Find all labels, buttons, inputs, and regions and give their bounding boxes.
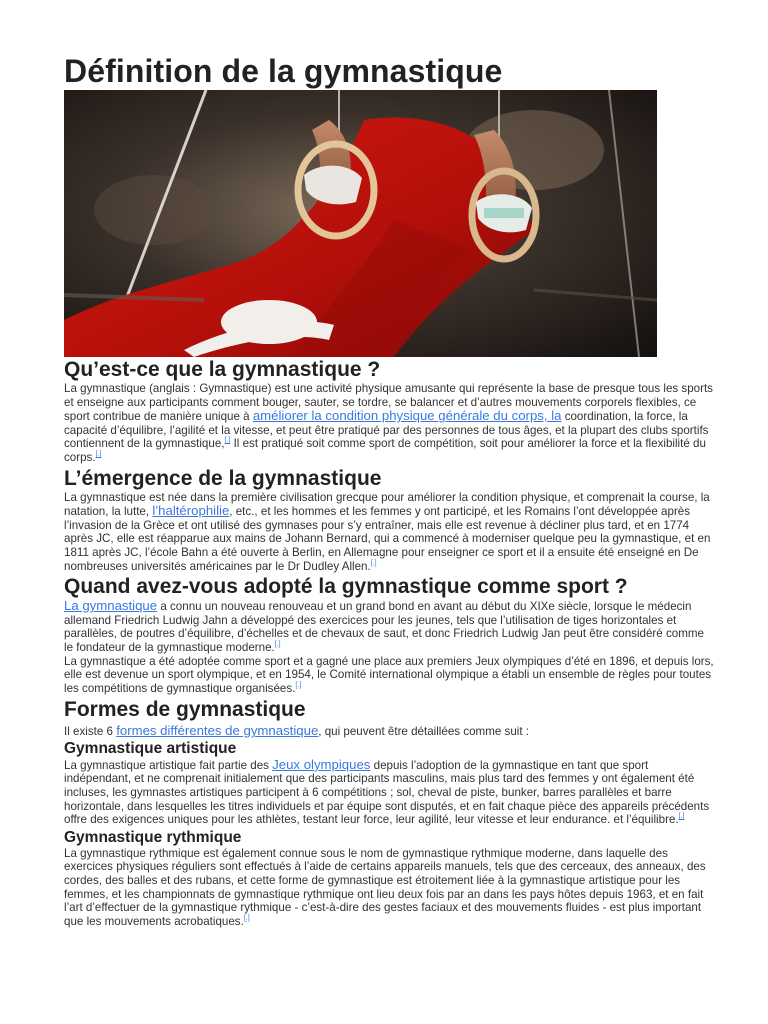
paragraph-emergence: La gymnastique est née dans la première civilisation grecque pour améliorer la condition physique, et comprenait la course, la natation, la lutte, l’haltérophilie, etc., et les hommes et les femmes y ont participé, et les Romains l’ont développée après l’invasion de la Grèce et ont utilisé des gymnases pour s’y entraîner, mais elle est revenue à décliner plus tard, et en 1774 après JC, elle est réapparue aux mains de Johann Bernard, qui a commencé à moderniser quelque peu la gymnastique, et en 1811 après JC, l’école Bahn a été ouverte à Berlin, en Allemagne pour enseigner ce sport et il a ensuite été enseigné en De nombreuses universités américaines par le Dr Dudley Allen.[.]: [64, 490, 711, 573]
heading-emergence: L’émergence de la gymnastique: [64, 466, 382, 490]
citation-link[interactable]: [.]: [243, 914, 250, 922]
citation-link[interactable]: [.]: [295, 681, 302, 689]
citation-link[interactable]: [.]: [274, 640, 281, 648]
citation-link[interactable]: [.]: [95, 450, 102, 458]
paragraph-rhythmic: La gymnastique rythmique est également connue sous le nom de gymnastique rythmique moderne, dans laquelle des exercices physiques réguliers sont effectués à l’aide de certains appareils manuels, tels que des cerceaux, des anneaux, des cordes, des balles et des rubans, et cette forme de gymnastique est étroitement liée à la gymnastique artistique pour les femmes, et les championnats de gymnastique rythmique ont lieu deux fois par an dans les pays hôtes depuis 1963, et en fait l’art d’effectuer de la gymnastique rythmique - c’est-à-dire des gestes faciaux et des mouvements fluides - est plus important que les mouvements acrobatiques.[.]: [64, 846, 706, 928]
link-physical-condition[interactable]: améliorer la condition physique générale du corps, la: [252, 408, 562, 424]
page-title: Définition de la gymnastique: [64, 53, 503, 89]
paragraph-artistic: La gymnastique artistique fait partie des Jeux olympiques depuis l’adoption de la gymnastique en tant que sport indépendant, et ne comprenait initialement que des participants masculins, mais plus tard des femmes y ont également été incluses, les gymnastes artistiques participent à 6 compétitions ; sol, cheval de piste, bunker, barres parallèles et barre horizontale, dans lesquelles les titres individuels et par équipe sont disputés, et en fait chaque pièce des appareils précédents offre des exigences uniques pour les athlètes, testant leur force, leur agilité, leur vitesse et leur endurance. et l’équilibre.[.]: [64, 756, 710, 827]
paragraph-adopted-as-sport-2: La gymnastique a été adoptée comme sport et a gagné une place aux premiers Jeux olympiques d’été en 1896, et depuis lors, elle est devenue un sport olympique, et en 1954, le Comité international olympique a établi un ensemble de règles pour toutes les compétitions de gymnastique organisées.[.]: [64, 654, 714, 695]
heading-forms: Formes de gymnastique: [64, 698, 306, 722]
heading-adopted-as-sport: Quand avez-vous adopté la gymnastique comme sport ?: [64, 575, 628, 599]
hero-image-gymnast-rings: [64, 90, 657, 357]
citation-link[interactable]: [.]: [224, 437, 231, 445]
link-forms[interactable]: formes différentes de gymnastique: [116, 723, 319, 739]
heading-rhythmic: Gymnastique rythmique: [64, 828, 242, 846]
paragraph-adopted-as-sport-1: La gymnastique a connu un nouveau renouveau et un grand bond en avant au début du XIXe siècle, lorsque le médecin allemand Friedrich Ludwig Jahn a développé des exercices pour les jeunes, tels que l’utilisation de tiges horizontales et parallèles, de poutres d’équilibre, d’échelles et de chevaux de saut, et donc Friedrich Ludwig Jan peut être considéré comme le fondateur de la gymnastique moderne.[.]: [64, 598, 704, 654]
heading-what-is-gymnastics: Qu’est-ce que la gymnastique ?: [64, 358, 381, 381]
link-weightlifting[interactable]: l’haltérophilie: [152, 503, 230, 519]
link-gymnastics[interactable]: La gymnastique: [64, 598, 158, 614]
paragraph-what-is-gymnastics: La gymnastique (anglais : Gymnastique) est une activité physique amusante qui représente la base de presque tous les sports et enseigne aux participants comment bouger, sauter, se tordre, se balancer et d’autres mouvements corporels flexibles, ce sport contribue de manière unique à améliorer la condition physique générale du corps, la coordination, la force, la capacité d’équilibre, l’agilité et la vitesse, et peut être pratiqué par des personnes de tous âges, et la plupart des clubs sportifs contiennent de la gymnastique,[.] Il est pratiqué soit comme sport de compétition, soit pour améliorer la force et la flexibilité du corps.[.]: [64, 382, 713, 464]
paragraph-forms: Il existe 6 formes différentes de gymnastique, qui peuvent être détaillées comme suit :: [64, 723, 530, 739]
heading-artistic: Gymnastique artistique: [64, 739, 237, 757]
document-page: [64, 52, 714, 928]
citation-link[interactable]: [.]: [370, 559, 377, 567]
citation-link[interactable]: [.]: [678, 813, 685, 821]
link-olympic-games[interactable]: Jeux olympiques: [272, 756, 371, 772]
